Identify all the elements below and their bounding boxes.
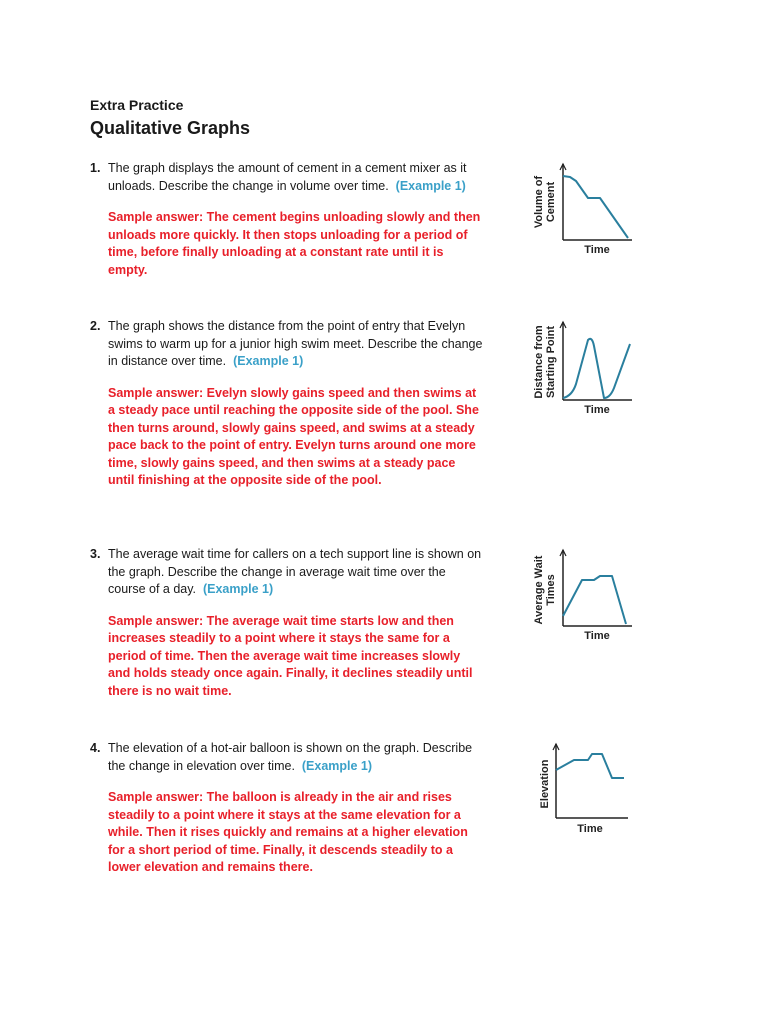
problem-text: The graph displays the amount of cement in a cement mixer as it unloads. Describe the change in volume over time. (Example 1) [108, 161, 467, 193]
svg-text:Volume of: Volume of [533, 175, 545, 229]
problem-1 [90, 160, 485, 279]
example-reference: (Example 1) [301, 758, 373, 773]
x-axis-label: Time [584, 630, 610, 642]
problem-text: The average wait time for callers on a tech support line is shown on the graph. Describe the change in average wait time over the course of a day. (Example 1) [108, 547, 482, 596]
cement-volume-curve [563, 176, 628, 238]
axes [560, 550, 632, 626]
svg-text:Average Wait: Average Wait [533, 555, 545, 625]
wait-time-curve [563, 576, 626, 624]
svg-text:Distance from: Distance from [533, 325, 545, 399]
svg-text:Starting Point: Starting Point [545, 325, 557, 399]
example-reference: (Example 1) [202, 582, 274, 596]
svg-text:Cement: Cement [545, 181, 557, 223]
page-title: Qualitative Graphs [90, 118, 251, 138]
y-axis-label [533, 175, 557, 228]
svg-text:Elevation: Elevation [539, 759, 551, 809]
graph-balloon-elevation [528, 740, 638, 840]
elevation-curve [556, 754, 624, 778]
y-axis-label [539, 759, 551, 808]
swim-distance-curve [563, 339, 630, 398]
problem-4 [90, 740, 485, 877]
problem-2 [90, 318, 485, 490]
page-header [90, 96, 250, 140]
problem-text: The elevation of a hot-air balloon is shown on the graph. Describe the change in elevation over time. (Example 1) [108, 741, 473, 773]
sample-answer: Sample answer: Evelyn slowly gains speed and then swims at a steady pace until reaching the opposite side of the pool. She then turns around, slowly gains speed, and swims at a steady pace back to the point of entry. Evelyn turns around one more time, slowly gains speed, and then swims at a steady pace until finishing at the opposite side of the pool. [108, 385, 479, 487]
example-reference: (Example 1) [233, 354, 304, 368]
problem-number: 2. [90, 319, 101, 333]
svg-text:Times: Times [545, 574, 557, 606]
y-axis-label [533, 325, 557, 399]
problem-3 [90, 546, 485, 700]
example-reference: (Example 1) [395, 178, 466, 193]
sample-answer: Sample answer: The cement begins unloading slowly and then unloads more quickly. It then stops unloading for a period of time, before finally unloading at a constant rate until it is empty. [108, 210, 481, 277]
graph-wait-time [528, 546, 638, 646]
sample-answer: Sample answer: The average wait time starts low and then increases steadily to a point where it stays the same for a period of time. Then the average wait time increases slowly and holds steady once again. Finally, it declines steadily until there is no wait time. [108, 613, 473, 698]
problem-number: 4. [90, 741, 101, 755]
graph-cement-volume [528, 160, 638, 260]
y-axis-label [533, 555, 557, 624]
sample-answer: Sample answer: The balloon is already in the air and rises steadily to a point where it stays at the same elevation for a while. Then it rises quickly and remains at a higher elevation for a short period of time. Finally, it descends steadily to a lower elevation and remains there. [108, 790, 468, 874]
problem-number: 3. [90, 547, 101, 561]
x-axis-label: Time [584, 404, 610, 416]
problem-number: 1. [90, 161, 101, 175]
problem-text: The graph shows the distance from the point of entry that Evelyn swims to warm up for a junior high swim meet. Describe the change in distance over time. (Example 1) [108, 319, 483, 368]
graph-swim-distance [528, 318, 638, 418]
x-axis-label: Time [577, 823, 603, 835]
x-axis-label: Time [584, 244, 610, 256]
section-kicker: Extra Practice [90, 97, 184, 113]
